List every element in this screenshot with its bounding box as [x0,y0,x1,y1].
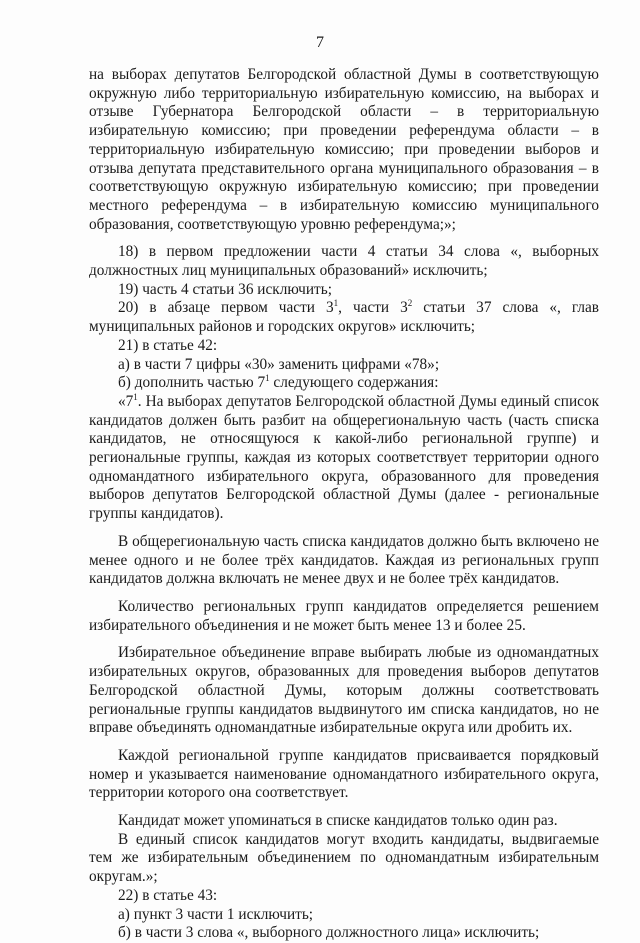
text-segment: , части 3 [338,299,408,317]
superscript: 2 [407,298,413,309]
text-segment: 20) в абзаце первом части 3 [118,299,334,317]
paragraph-item-20 [89,299,599,336]
paragraph-subitem-a: а) пункт 3 части 1 исключить; [118,905,314,923]
text-segment: следующего содержания: [269,374,439,392]
paragraph-district-choice: Избирательное объединение вправе выбирать любые из одномандатных избирательных округов, образованных для проведения выборов депутатов Белгородской областной Думы, которым должны соответствовать региональные группы кандидатов выдвинутого им списка кандидатов, но не вправе объединять одномандатные избирательные округа или дробить их. [89,644,599,737]
paragraph-group-count: Количество региональных групп кандидатов определяется решением избирательного объединения и не может быть менее 13 и более 25. [89,597,599,634]
paragraph-item-18: 18) в первом предложении части 4 статьи 34 слова «, выборных должностных лиц муниципальных образований» исключить; [89,243,599,280]
page-number: 7 [316,34,324,51]
text-segment: . На выборах депутатов Белгородской областной Думы единый список кандидатов должен быть разбит на общерегиональную часть (часть списка кандидатов, не относящуюся к какой-либо региональной группе) и региональные группы, каждая из которых соответствует территории одного одномандатного избирательного округа, образованного для проведения выборов депутатов Белгородской областной Думы (далее - региональные группы кандидатов). [89,392,599,523]
paragraph-quoted-part [89,393,599,524]
text-segment: «7 [118,392,134,410]
text-segment: б) дополнить частью 7 [118,374,266,392]
superscript: 1 [333,298,339,309]
paragraph-group-number: Каждой региональной группе кандидатов присваивается порядковый номер и указывается наименование одномандатного избирательного округа, территории которого она соответствует. [89,746,599,802]
text-segment: статьи 37 слова «, глав муниципальных районов и городских округов» исключить; [89,299,600,336]
superscript: 1 [133,391,138,402]
paragraph-general-part: В общерегиональную часть списка кандидатов должно быть включено не менее одного и не более трёх кандидатов. Каждая из региональных групп кандидатов должна включать не менее двух и не более трёх кандидатов. [89,532,599,588]
superscript: 1 [265,373,270,384]
paragraph-item-22: 22) в статье 43: [118,886,218,904]
paragraph-item-19: 19) часть 4 статьи 36 исключить; [118,280,332,298]
paragraph-single-list: В единый список кандидатов могут входить кандидаты, выдвигаемые тем же избирательным объединением по одномандатным избирательным округам.»; [89,830,599,886]
paragraph-subitem-b [89,374,599,393]
paragraph-subitem-a: а) в части 7 цифры «30» заменить цифрами «78»; [118,355,440,373]
paragraph-item-21: 21) в статье 42: [118,336,218,354]
paragraph-candidate-once: Кандидат может упоминаться в списке кандидатов только один раз. [118,812,558,830]
paragraph-subitem-b: б) в части 3 слова «, выборного должностного лица» исключить; [118,924,540,942]
paragraph-continuation: на выборах депутатов Белгородской областной Думы в соответствующую окружную либо территориальную избирательную комиссию, на выборах и отзыве Губернатора Белгородской области – в территориальную избирательную комиссию; при проведении референдума области – в территориальную избирательную комиссию; при проведении выборов и отзыва депутата представительного органа муниципального образования – в соответствующую окружную избирательную комиссию; при проведении местного референдума – в избирательную комиссию муниципального образования, соответствующую уровню референдума;»; [89,66,599,233]
document-body [89,66,599,943]
